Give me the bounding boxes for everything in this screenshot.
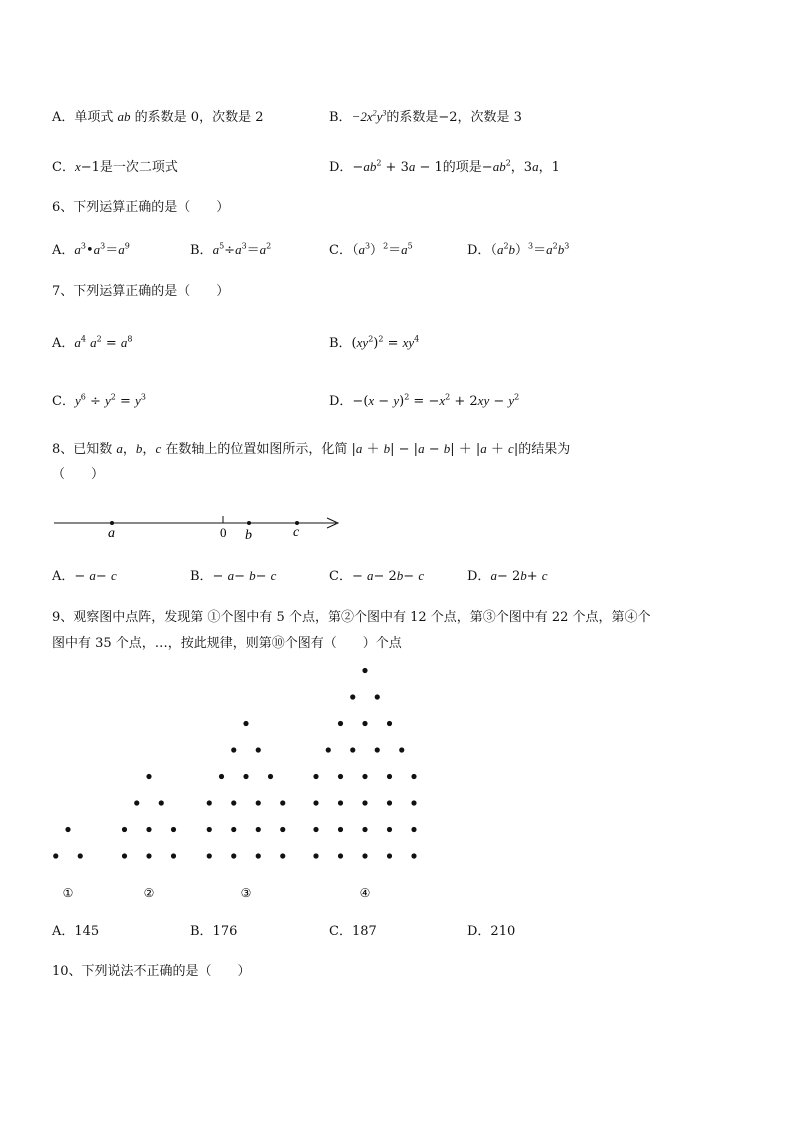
label-c: c (293, 525, 300, 540)
dot-figure-1 (53, 827, 83, 900)
dot (231, 747, 236, 752)
dot (256, 853, 261, 858)
dot-figure-4 (313, 668, 416, 900)
dot (243, 774, 248, 779)
dot-figure-label-1: ① (62, 886, 74, 900)
dot-figure-3 (207, 721, 286, 900)
q5-option-c: C．x−1是一次二项式 (52, 159, 178, 175)
dot (350, 694, 355, 699)
q6-stem: 6、下列运算正确的是（ ） (52, 200, 230, 215)
dot-figure-label-3: ③ (240, 886, 252, 900)
dot (122, 827, 127, 832)
dot (171, 827, 176, 832)
dot (207, 827, 212, 832)
dot (350, 747, 355, 752)
dot (387, 853, 392, 858)
dot (65, 827, 70, 832)
q5-option-d: D．$-ab^2 + 3a - 1$的项是$-ab^2$，3a，1 (329, 158, 560, 175)
q5-option-a: A．单项式 ab 的系数是 0，次数是 2 (52, 109, 264, 125)
dot (375, 694, 380, 699)
dot-figure-2 (122, 774, 176, 900)
dot (313, 774, 318, 779)
q8-option-d: D．a− 2b+ c (467, 568, 548, 584)
q10-stem: 10、下列说法不正确的是（ ） (52, 964, 251, 979)
q9-option-d: D．210 (467, 924, 516, 939)
q7-option-d: D．$-(x - y)^2 = -x^2 + 2xy - y^2$ (329, 392, 520, 409)
dot (146, 827, 151, 832)
dot (171, 853, 176, 858)
q9-option-c: C．187 (329, 924, 377, 939)
q9-stem-line1: 9、观察图中点阵，发现第 ①个图中有 5 个点，第②个图中有 12 个点，第③个图中有 22 个点，第④个 (52, 610, 651, 625)
q9-option-b: B．176 (190, 924, 238, 939)
dot (411, 827, 416, 832)
dot (159, 800, 164, 805)
q5-option-b: B．$-2x^2y^3$的系数是−2，次数是 3 (329, 108, 522, 125)
dot (78, 853, 83, 858)
number-line-figure (50, 508, 350, 544)
q7-option-c: C．$y^6 \div y^2 = y^3$ (52, 392, 146, 409)
dot (338, 721, 343, 726)
q6-option-c: C．$(a^3)^2=a^5$ (329, 241, 413, 258)
dot (313, 800, 318, 805)
dot (280, 827, 285, 832)
point-a (110, 521, 114, 525)
dot (122, 853, 127, 858)
dot (411, 853, 416, 858)
dot (326, 747, 331, 752)
q7-stem: 7、下列运算正确的是（ ） (52, 284, 230, 299)
dot (362, 853, 367, 858)
dot (231, 827, 236, 832)
dot (280, 800, 285, 805)
q8-option-c: C．− a− 2b− c (329, 568, 425, 584)
q8-option-a: A．− a− c (52, 568, 117, 584)
dot (256, 800, 261, 805)
dot (338, 827, 343, 832)
dot (313, 853, 318, 858)
dot (256, 747, 261, 752)
q6-option-b: B．$a^5\div a^3=a^2$ (190, 241, 272, 258)
dot (207, 853, 212, 858)
dot (313, 827, 318, 832)
dot (399, 747, 404, 752)
dot-pattern-figure (0, 660, 794, 910)
dot (134, 800, 139, 805)
dot (387, 800, 392, 805)
dot (362, 774, 367, 779)
dot (231, 853, 236, 858)
dot (338, 853, 343, 858)
dot (387, 721, 392, 726)
dot (207, 800, 212, 805)
dot-figure-label-4: ④ (359, 886, 371, 900)
dot (387, 774, 392, 779)
q7-option-b: B．$(xy^2)^2 = xy^4$ (329, 334, 420, 351)
q9-option-a: A．145 (52, 924, 100, 939)
dot (362, 668, 367, 673)
dot (219, 774, 224, 779)
dot (53, 853, 58, 858)
dot (338, 774, 343, 779)
dot (146, 853, 151, 858)
point-b (247, 521, 251, 525)
dot (362, 721, 367, 726)
dot (411, 800, 416, 805)
dot (362, 800, 367, 805)
q6-option-a: A．$a^3•a^3=a^9$ (52, 241, 130, 258)
dot (338, 800, 343, 805)
q9-stem-line2: 图中有 35 个点，…，按此规律，则第⑩个图有（ ）个点 (52, 636, 402, 651)
dot (268, 774, 273, 779)
dot (280, 853, 285, 858)
label-a: a (108, 526, 115, 541)
q8-stem-paren: （ ） (52, 467, 105, 482)
q8-stem: 8、已知数 a，b，c 在数轴上的位置如图所示，化简 |a ＋ b| − |a − b| ＋ |a ＋ c|的结果为 (52, 441, 571, 457)
label-zero: 0 (220, 525, 227, 540)
q8-option-b: B．− a− b− c (190, 568, 277, 584)
dot (387, 827, 392, 832)
q6-option-d: D．$(a^2b)^3=a^2b^3$ (467, 241, 570, 258)
dot (243, 721, 248, 726)
dot (231, 800, 236, 805)
dot (375, 747, 380, 752)
label-b: b (245, 528, 252, 543)
dot-figure-label-2: ② (143, 886, 155, 900)
dot (362, 827, 367, 832)
dot (411, 774, 416, 779)
dot (256, 827, 261, 832)
q7-option-a: A．$a^4$ $a^2 = a^8$ (52, 334, 133, 351)
dot (146, 774, 151, 779)
